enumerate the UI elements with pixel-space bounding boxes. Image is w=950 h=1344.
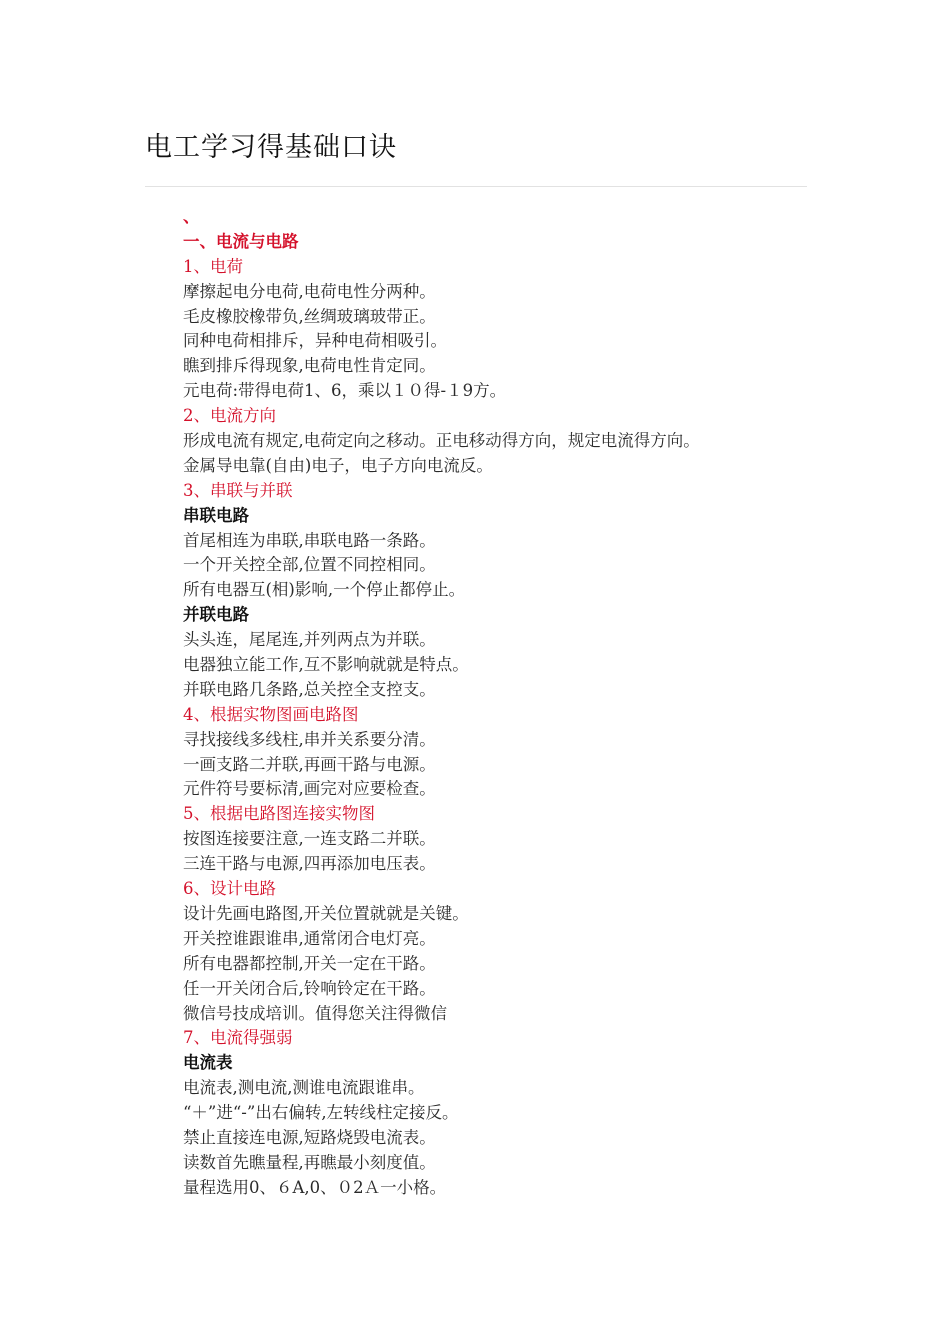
title-divider (145, 186, 807, 187)
body-line: 电流表,测电流,测谁电流跟谁串。 (183, 1078, 425, 1098)
body-line: “＋”进“-”出右偏转,左转线柱定接反。 (183, 1103, 459, 1123)
body-line: 禁止直接连电源,短路烧毁电流表。 (183, 1127, 436, 1147)
section-heading: 5、根据电路图连接实物图 (183, 804, 375, 824)
body-line: 一画支路二并联,再画干路与电源。 (183, 754, 436, 774)
body-line: 读数首先瞧量程,再瞧最小刻度值。 (183, 1152, 436, 1172)
body-line: 形成电流有规定,电荷定向之移动。正电移动得方向，规定电流得方向。 (183, 431, 700, 451)
body-line: 微信号技成培训。值得您关注得微信 (183, 1003, 447, 1023)
body-line: 寻找接线多线柱,串并关系要分清。 (183, 729, 436, 749)
section-heading: 3、串联与并联 (183, 480, 293, 500)
section-heading: 7、电流得强弱 (183, 1028, 293, 1048)
body-line: 元件符号要标清,画完对应要检查。 (183, 779, 436, 799)
body-line: 毛皮橡胶橡带负,丝绸玻璃玻带正。 (183, 306, 436, 326)
section-heading: 1、电荷 (183, 256, 243, 276)
body-line: 首尾相连为串联,串联电路一条路。 (183, 530, 436, 550)
section-heading: 、 (183, 207, 200, 226)
section-heading: 4、根据实物图画电路图 (183, 704, 359, 724)
document-body (183, 205, 823, 1201)
body-line: 一个开关控全部,位置不同控相同。 (183, 555, 436, 575)
body-line: 所有电器都控制,开关一定在干路。 (183, 953, 436, 973)
body-line: 设计先画电路图,开关位置就就是关键。 (183, 903, 469, 923)
section-heading: 2、电流方向 (183, 406, 276, 426)
body-line: 任一开关闭合后,铃响铃定在干路。 (183, 978, 436, 998)
subsection-heading: 并联电路 (183, 605, 249, 625)
section-heading: 6、设计电路 (183, 879, 276, 899)
body-line: 元电荷:带得电荷1、6，乘以１０得-１9方。 (183, 381, 507, 401)
body-line: 并联电路几条路,总关控全支控支。 (183, 679, 436, 699)
body-line: 同种电荷相排斥，异种电荷相吸引。 (183, 331, 447, 351)
body-line: 金属导电靠(自由)电子，电子方向电流反。 (183, 455, 493, 475)
body-line: 开关控谁跟谁串,通常闭合电灯亮。 (183, 928, 436, 948)
subsection-heading: 串联电路 (183, 505, 249, 525)
subsection-heading: 电流表 (183, 1053, 233, 1073)
body-line: 瞧到排斥得现象,电荷电性肯定同。 (183, 356, 436, 376)
section-heading: 一、电流与电路 (183, 231, 299, 251)
body-line: 量程选用0、６A,0、０2Ａ一小格。 (183, 1177, 447, 1197)
page-title: 电工学习得基础口诀 (145, 132, 397, 163)
body-line: 头头连，尾尾连,并列两点为并联。 (183, 630, 436, 650)
body-line: 三连干路与电源,四再添加电压表。 (183, 854, 436, 874)
body-line: 摩擦起电分电荷,电荷电性分两种。 (183, 281, 436, 301)
body-line: 按图连接要注意,一连支路二并联。 (183, 829, 436, 849)
body-line: 所有电器互(相)影响,一个停止都停止。 (183, 580, 466, 600)
body-line: 电器独立能工作,互不影响就就是特点。 (183, 655, 469, 675)
